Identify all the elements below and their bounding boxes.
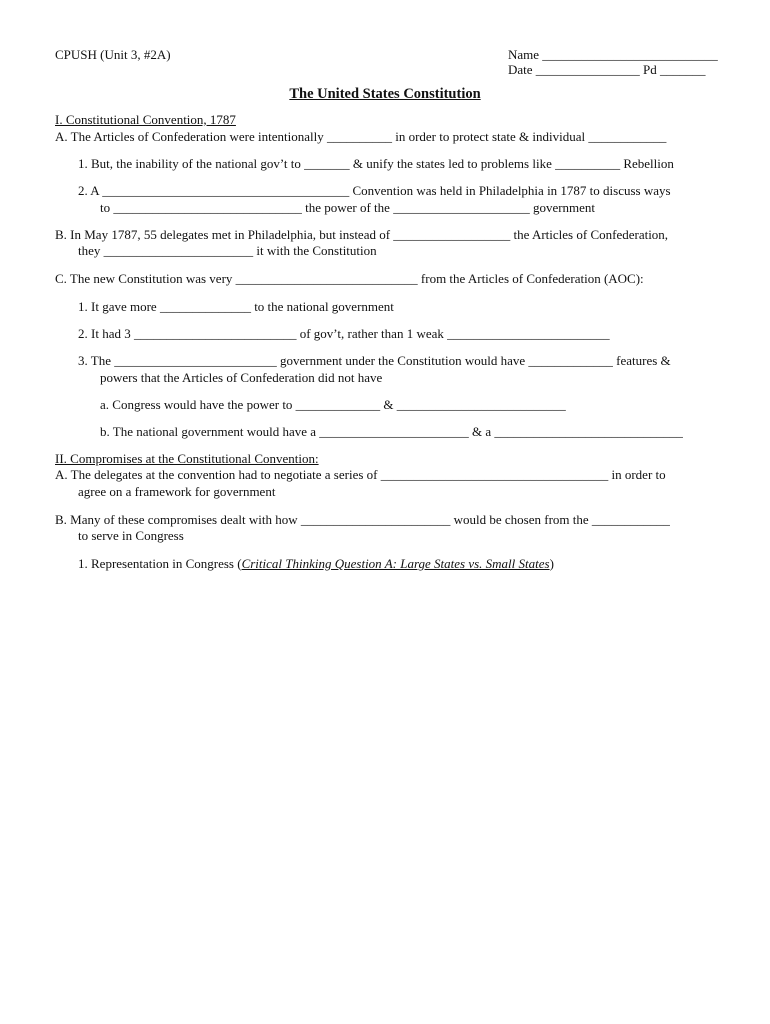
section-1-item-c3-line2: powers that the Articles of Confederation did not have <box>100 370 383 385</box>
section-1-heading: I. Constitutional Convention, 1787 <box>55 112 236 127</box>
section-2-item-a-line2: agree on a framework for government <box>78 484 276 499</box>
section-1-item-a2-line2: to _____________________________ the power of the _____________________ government <box>100 200 596 215</box>
section-2-item-b1 <box>78 556 554 572</box>
section-1-item-a2-line1: 2. A ______________________________________ Convention was held in Philadelphia in 1787 to discuss ways <box>78 183 671 198</box>
date-period-line: Date ________________ Pd _______ <box>508 62 706 77</box>
section-2-item-a-line1: A. The delegates at the convention had to negotiate a series of ___________________________________ in order to <box>55 467 666 482</box>
section-2-item-b-line2: to serve in Congress <box>78 528 184 543</box>
name-field-line: Name ___________________________ <box>508 47 718 62</box>
section-2-item-b-line1: B. Many of these compromises dealt with how _______________________ would be chosen from the ____________ <box>55 512 670 527</box>
section-1-item-c: C. The new Constitution was very ____________________________ from the Articles of Confederation (AOC): <box>55 271 644 286</box>
section-2-item-b1-prefix: 1. Representation in Congress ( <box>78 556 242 571</box>
section-1-item-c3a: a. Congress would have the power to _____________ & __________________________ <box>100 397 566 412</box>
course-label: CPUSH (Unit 3, #2A) <box>55 47 171 62</box>
section-1-item-b-line2: they _______________________ it with the Constitution <box>78 243 377 258</box>
section-2-heading: II. Compromises at the Constitutional Convention: <box>55 451 319 466</box>
page-title: The United States Constitution <box>289 86 481 102</box>
section-1-item-a: A. The Articles of Confederation were intentionally __________ in order to protect state & individual ____________ <box>55 129 667 144</box>
section-1-item-c3b: b. The national government would have a _______________________ & a _____________________________ <box>100 424 683 439</box>
section-1-item-b-line1: B. In May 1787, 55 delegates met in Philadelphia, but instead of __________________ the Articles of Confederation, <box>55 227 669 242</box>
section-1-item-c1: 1. It gave more ______________ to the national government <box>78 299 394 314</box>
section-1-item-c2: 2. It had 3 _________________________ of gov’t, rather than 1 weak _________________________ <box>78 326 610 341</box>
section-1-item-c3-line1: 3. The _________________________ government under the Constitution would have _____________ features & <box>78 353 671 368</box>
section-1-item-a1: 1. But, the inability of the national gov’t to _______ & unify the states led to problems like __________ Rebellion <box>78 156 674 171</box>
critical-thinking-link[interactable]: Critical Thinking Question A: Large States vs. Small States <box>241 556 550 571</box>
section-2-item-b1-suffix: ) <box>549 556 554 571</box>
